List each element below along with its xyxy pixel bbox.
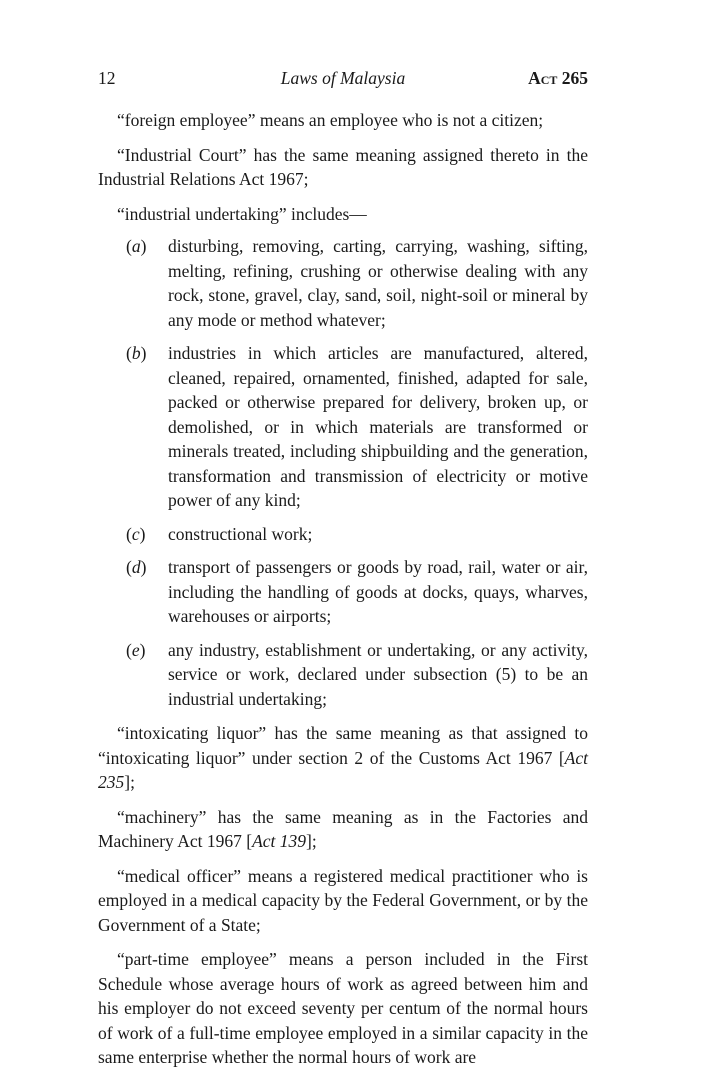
running-title: Laws of Malaysia [280, 68, 406, 88]
act-citation: Act 235 [98, 747, 588, 792]
item-label: (d) [126, 557, 147, 577]
item-label: (a) [126, 236, 147, 256]
item-label: (e) [126, 639, 146, 660]
list-item [98, 341, 588, 513]
act-reference [528, 66, 588, 91]
definition-machinery: “machinery” has the same meaning as in the Factories and Machinery Act 1967 [Act 139]; [98, 806, 588, 851]
industrial-undertaking-list [98, 234, 588, 711]
item-text: disturbing, removing, carting, carrying, washing, sifting, melting, refining, crushing or otherwise dealing with any rock, stone, gravel, clay, sand, soil, night-soil or mineral by any mode or method whatever; [168, 236, 588, 330]
item-text: transport of passengers or goods by road, rail, water or air, including the handling of goods at docks, quays, wharves, warehouses or airports; [168, 557, 588, 626]
act-citation: Act 139 [252, 831, 307, 851]
document-body [98, 108, 588, 1080]
page-number: 12 [98, 68, 116, 88]
list-item [98, 555, 588, 629]
item-text: constructional work; [168, 523, 313, 544]
list-item [98, 522, 588, 547]
item-label: (b) [126, 343, 147, 363]
list-item [98, 638, 588, 712]
act-word: Act [528, 68, 558, 88]
item-text: industries in which articles are manufactured, altered, cleaned, repaired, ornamented, finished, adapted for sale, packed or otherwise prepared for delivery, broken up, or demolished, or in which materials are transformed or minerals treated, including shipbuilding and the generation, transformation and transmission of electricity or motive power of any kind; [168, 343, 588, 510]
definition-part-time-employee: “part-time employee” means a person included in the First Schedule whose average hours of work as agreed between him and his employer do not exceed seventy per centum of the normal hours of work of a full-time employee employed in a similar capacity in the same enterprise whether the normal hours of work are [98, 949, 588, 1067]
definition-industrial-court: “Industrial Court” has the same meaning assigned thereto in the Industrial Relations Act 1967; [98, 144, 588, 189]
item-text: any industry, establishment or undertaking, or any activity, service or work, declared under subsection (5) to be an industrial undertaking; [168, 639, 588, 709]
list-item [98, 234, 588, 332]
definition-medical-officer: “medical officer” means a registered medical practitioner who is employed in a medical capacity by the Federal Government, or by the Government of a State; [98, 865, 588, 935]
act-number: 265 [561, 68, 588, 88]
definition-foreign-employee: “foreign employee” means an employee who is not a citizen; [117, 110, 544, 130]
definition-intoxicating-liquor: “intoxicating liquor” has the same meaning as that assigned to “intoxicating liquor” under section 2 of the Customs Act 1967 [Act 235]; [98, 723, 588, 792]
page-header [98, 66, 588, 92]
definition-industrial-undertaking: “industrial undertaking” includes— [117, 203, 367, 224]
item-label: (c) [126, 523, 146, 544]
